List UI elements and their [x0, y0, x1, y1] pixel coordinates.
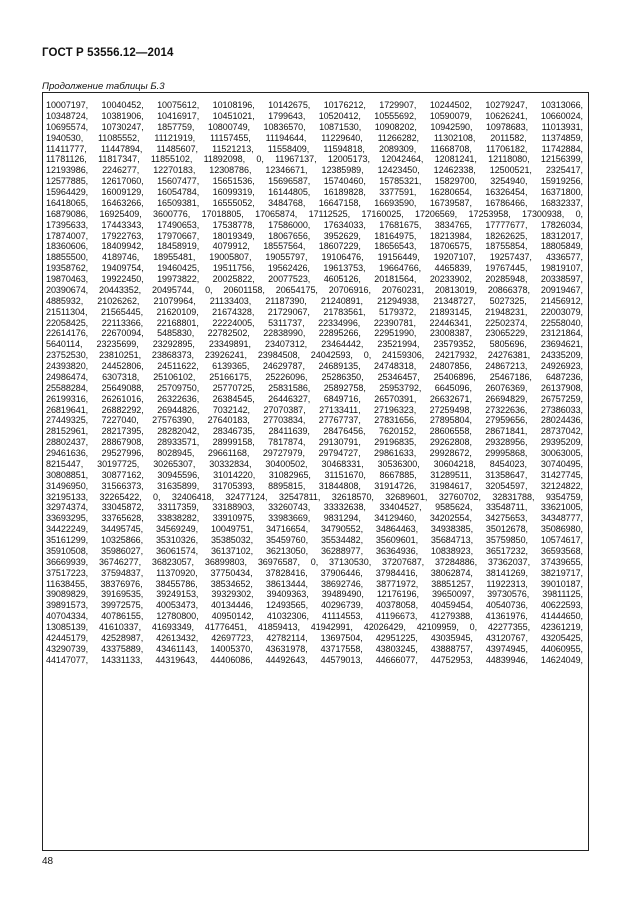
table-text-line: 24986474, 6307318, 25106102, 25166175, 25226096, 25286350, 25346457, 25406896, 25467186, 6487236,: [46, 371, 583, 382]
table-text-line: 40704334, 40786155, 12780800, 40950142, 41032306, 41114553, 41196673, 41279388, 41361976, 41444650,: [46, 611, 583, 622]
table-text-line: 33693295, 33765628, 33838282, 33910975, 33983669, 9831294, 34129460, 34202554, 34275653, 34348777,: [46, 513, 583, 524]
table-text-line: 11411777, 11447894, 11485607, 11521213, 11558409, 11594818, 2089309, 11668708, 11706182, 11742884,: [46, 143, 583, 154]
table-text-line: 26819641, 26882292, 26944826, 7032142, 27070387, 27133411, 27196323, 27259498, 27322636, 27386033,: [46, 404, 583, 415]
table-text-line: 34422249, 34495745, 34569249, 10049751, 34716654, 34790552, 34864463, 34938385, 35012678, 35086980,: [46, 524, 583, 535]
table-text-line: 26199316, 26261016, 26322636, 26384545, 26446327, 6849716, 26570391, 26632671, 26694829, 26757259,: [46, 393, 583, 404]
table-text-line: 8215447, 30197725, 30265307, 30332834, 30400502, 30468331, 30536300, 30604218, 8454023, 30740495,: [46, 458, 583, 469]
table-text-line: 17874007, 17922763, 17970667, 18019349, 18067656, 3952629, 18164975, 18213984, 18262625, 18312017,: [46, 230, 583, 241]
table-text-line: 42445179, 42528987, 42613432, 42697723, 42782114, 13697504, 42951225, 43035945, 43120767, 43205425,: [46, 632, 583, 643]
table-text-line: 43290739, 43375889, 43461143, 14005370, 43631978, 43717558, 43803245, 43888757, 43974945, 44060955,: [46, 643, 583, 654]
table-text-line: 1940530, 11085552, 11121919, 11157455, 11194644, 11229640, 11266282, 11302108, 2011582, 11374859,: [46, 132, 583, 143]
table-text-line: 27449325, 7227040, 27576390, 27640183, 27703834, 27767737, 27831656, 27895804, 27959656, 28024436,: [46, 415, 583, 426]
table-continuation-label: Продолжение таблицы Б.3: [42, 81, 165, 92]
table-text-line: 11638455, 38376976, 38455786, 38534652, 38613444, 38692746, 38771972, 38851257, 11922313, 39010187,: [46, 578, 583, 589]
table-text-line: 44147077, 14331133, 44319643, 44406086, 44492643, 44579013, 44666077, 44752953, 44839946, 14624049,: [46, 654, 583, 665]
table-text-line: 13085139, 41610337, 41693349, 41776451, 41859413, 41942991, 42026429, 42109959, 0, 42277355, 42361219,: [46, 622, 583, 632]
table-text-line: 22614176, 22670094, 5485830, 22782502, 22838990, 22895266, 22951990, 23008387, 23065229, 23121864,: [46, 328, 583, 339]
table-text-line: 32195133, 32265422, 0, 32406418, 32477124, 32547811, 32618570, 32689601, 32760702, 32831788, 9354759,: [46, 491, 583, 502]
table-text-line: 11781126, 11817347, 11855102, 11892098, 0, 11967137, 12005173, 12042464, 12081241, 12118080, 12156399,: [46, 154, 583, 165]
table-text-line: 30808851, 30877162, 30945596, 31014220, 31082965, 31151670, 8667885, 31289511, 31358647, 31427745,: [46, 469, 583, 480]
table-text-line: 10348724, 10381906, 10416917, 10451021, 1799643, 10520412, 10555692, 10590079, 10626241, 10660024,: [46, 110, 583, 121]
table-text-line: 32974374, 33045872, 33117359, 33188903, 33260743, 33332638, 33404527, 9585624, 33548711, 33621005,: [46, 502, 583, 513]
table-text-line: 20390674, 20443352, 20495744, 0, 20601158, 20654175, 20706916, 20760231, 20813019, 20866378, 20919467,: [46, 284, 583, 295]
table-text-line: 24393820, 24452806, 24511622, 6139365, 24629787, 24689135, 24748318, 24807856, 24867213, 24926923,: [46, 361, 583, 371]
table-text-line: 5640114, 23235699, 23292895, 23349891, 23407312, 23464442, 23521994, 23579352, 5805696, 23694621,: [46, 339, 583, 350]
table-text-line: 19358762, 19409754, 19460425, 19511756, 19562426, 19613753, 19664766, 4465839, 19767445, 19819107,: [46, 263, 583, 274]
table-text-line: 17395633, 17443343, 17490653, 17538778, 17586000, 17634033, 17681675, 3834765, 17777677, 17826034,: [46, 219, 583, 230]
table-text-line: 18855500, 4189746, 18955481, 19005807, 19055797, 19106476, 19156449, 19207107, 19257437, 4336577,: [46, 252, 583, 263]
table-text-line: 28152961, 28217395, 28282042, 28346735, 28411639, 28476456, 7620152, 28606558, 28671841, 28737042,: [46, 426, 583, 437]
table-text-line: 12577885, 12617060, 15607477, 15651536, 15696587, 15740460, 15785321, 15829700, 3254940, 15919256,: [46, 176, 583, 187]
table-text-line: 25588284, 25649088, 25709750, 25770725, 25831586, 25892758, 25953792, 6645096, 26076369, 26137908,: [46, 382, 583, 393]
table-text-line: 39089829, 39169535, 39249153, 39329302, 39409363, 39489490, 12176196, 39650097, 39730576, 39811125,: [46, 589, 583, 600]
table-text-line: 37517223, 37594837, 11370920, 37750434, 37828416, 37906446, 37984416, 38062874, 38141269, 38219717,: [46, 567, 583, 578]
table-text-line: 15964429, 16009129, 16054784, 16099319, 16144805, 16189828, 3377591, 16280654, 16326454, 16371800,: [46, 187, 583, 197]
table-text-line: 16418065, 16463266, 16509381, 16555052, 3484768, 16647158, 16693590, 16739587, 16786466, 16832337,: [46, 197, 583, 208]
table-text-line: 19870463, 19922450, 19973822, 20025822, 20077523, 4605126, 20181564, 20233902, 20285948, 20338597,: [46, 274, 583, 284]
table-text-line: 23752530, 23810251, 23868373, 23926241, 23984508, 24042593, 0, 24159306, 24217932, 24276381, 24335209,: [46, 350, 583, 361]
table-text-line: 35161299, 10325866, 35310326, 35385032, 35459760, 35534482, 35609601, 35684713, 35759850, 10574617,: [46, 535, 583, 545]
document-code: ГОСТ Р 53556.12—2014: [42, 47, 174, 59]
table-text-line: 28802437, 28867908, 28933571, 28999158, 7817874, 29130791, 29196835, 29262808, 29328956, 29395209,: [46, 437, 583, 448]
page-number: 48: [42, 856, 54, 867]
table-text-line: 12193986, 2246277, 12270183, 12308786, 12346671, 12385989, 12423450, 12462338, 12500521, 2325417,: [46, 165, 583, 176]
table-text-line: 10007197, 10040452, 10075612, 10108196, 10142675, 10176212, 1729907, 10244502, 10279247, 10313066,: [46, 100, 583, 110]
table-text-line: 35910508, 35986027, 36061574, 36137102, 36213050, 36288977, 36364936, 10838923, 36517232, 36593568,: [46, 545, 583, 556]
table-text-line: 21511304, 21565445, 21620109, 21674328, 21729067, 21783561, 5179372, 21893145, 21948231, 22003079,: [46, 306, 583, 317]
table-text-line: 18360606, 18409942, 18458919, 4079912, 18557564, 18607229, 18656543, 18706575, 18755854, 18805849,: [46, 241, 583, 252]
table-cell: [42, 92, 589, 851]
table-text-line: 39891573, 39972575, 40053473, 40134446, 12493565, 40296739, 40378058, 40459454, 40540736, 40622593,: [46, 600, 583, 611]
table-text-line: 16879086, 16925409, 3600776, 17018805, 17065874, 17112525, 17160025, 17206569, 17253958, 17300938, 0,: [46, 208, 583, 219]
table-text-line: 31496950, 31566373, 31635899, 31705393, 8895815, 31844808, 31914726, 31984617, 32054597, 32124822,: [46, 480, 583, 491]
table-text-line: 36669939, 36746277, 36823057, 36899803, 36976587, 0, 37130530, 37207687, 37284886, 37362037, 37439655,: [46, 556, 583, 567]
table-text-line: 29461636, 29527996, 8028945, 29661168, 29727979, 29794727, 29861633, 29928672, 29995868, 30063005,: [46, 448, 583, 458]
table-text-line: 10695574, 10730247, 1857759, 10800749, 10836570, 10871530, 10908202, 10942590, 10978683, 11013931,: [46, 121, 583, 132]
table-text-line: 22058425, 22113366, 22168801, 22224005, 5311737, 22334996, 22390781, 22446341, 22502374, 22558040,: [46, 317, 583, 328]
table-cell-text: [46, 100, 583, 666]
table-text-line: 4885932, 21026262, 21079964, 21133403, 21187390, 21240891, 21294938, 21348727, 5027325, 21456912,: [46, 295, 583, 306]
